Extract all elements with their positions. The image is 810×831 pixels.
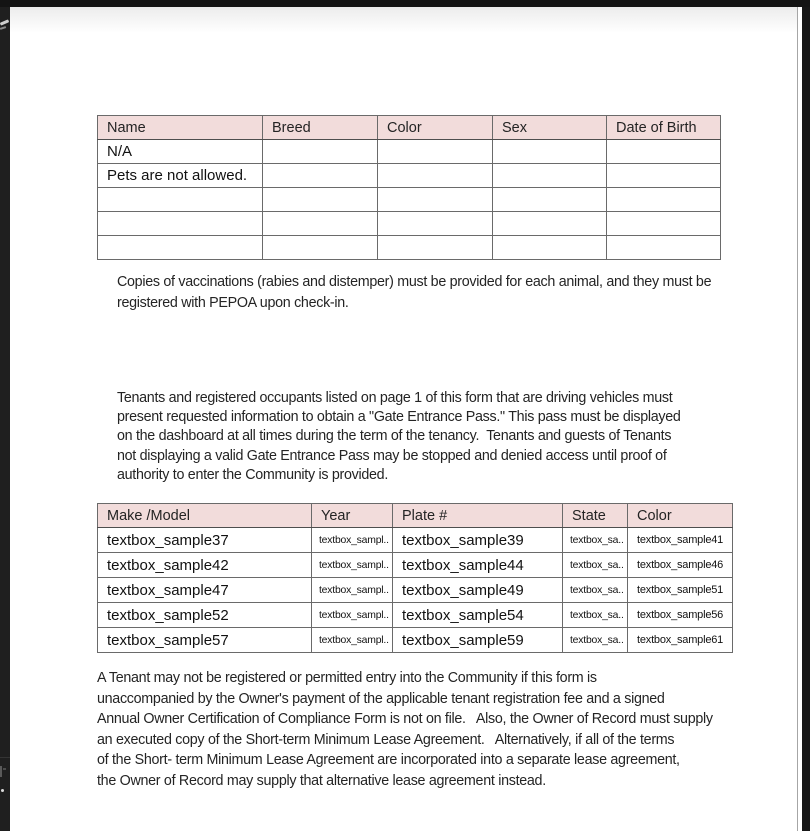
table-row xyxy=(98,578,733,603)
vehicle-state-field[interactable]: textbox_sa.. xyxy=(563,553,628,578)
vehicle-state-field[interactable]: textbox_sa.. xyxy=(563,603,628,628)
animal-name-field[interactable] xyxy=(98,212,263,236)
animals-header-name: Name xyxy=(98,116,263,140)
sidebar-divider xyxy=(0,757,10,758)
legal-line: A Tenant may not be registered or permitted entry into the Community if this form is xyxy=(97,670,597,686)
animal-name-field[interactable] xyxy=(98,188,263,212)
vehicles-header-color: Color xyxy=(628,504,733,528)
sidebar-fragment-icon xyxy=(0,766,2,777)
animals-header-sex: Sex xyxy=(493,116,607,140)
vehicle-color-field[interactable]: textbox_sample56 xyxy=(628,603,733,628)
table-row xyxy=(98,628,733,653)
vehicle-year-field[interactable]: textbox_sampl.. xyxy=(312,603,393,628)
vehicle-state-field[interactable]: textbox_sa.. xyxy=(563,628,628,653)
registration-legal-paragraph xyxy=(97,668,713,792)
legal-line: the Owner of Record may supply that alternative lease agreement instead. xyxy=(97,772,546,789)
vehicle-state-field[interactable]: textbox_sa.. xyxy=(563,528,628,553)
legal-line: an executed copy of the Short-term Minimum Lease Agreement. Alternatively, if all of the terms xyxy=(97,731,675,748)
vehicles-header-row xyxy=(98,504,733,528)
table-row xyxy=(98,212,721,236)
animal-breed-field[interactable] xyxy=(263,188,378,212)
vehicle-plate-field[interactable]: textbox_sample39 xyxy=(393,528,563,553)
animal-sex-field[interactable] xyxy=(493,236,607,260)
vehicle-make-field[interactable]: textbox_sample42 xyxy=(98,553,312,578)
vehicles-header-state: State xyxy=(563,504,628,528)
table-row xyxy=(98,188,721,212)
animal-color-field[interactable] xyxy=(378,236,493,260)
animal-name-field[interactable]: Pets are not allowed. xyxy=(98,164,263,188)
animals-header-dob: Date of Birth xyxy=(607,116,721,140)
animal-sex-field[interactable] xyxy=(493,212,607,236)
vehicle-make-field[interactable]: textbox_sample52 xyxy=(98,603,312,628)
note-line: registered with PEPOA upon check-in. xyxy=(117,294,349,311)
vehicle-make-field[interactable]: textbox_sample37 xyxy=(98,528,312,553)
table-row xyxy=(98,236,721,260)
table-row xyxy=(98,140,721,164)
legal-line: Annual Owner Certification of Compliance Form is not on file. Also, the Owner of Record must supply xyxy=(97,711,713,728)
animal-breed-field[interactable] xyxy=(263,164,378,188)
sidebar-fragment-icon xyxy=(3,768,6,770)
animal-breed-field[interactable] xyxy=(263,212,378,236)
animal-sex-field[interactable] xyxy=(493,188,607,212)
vehicle-plate-field[interactable]: textbox_sample54 xyxy=(393,603,563,628)
vehicle-make-field[interactable]: textbox_sample47 xyxy=(98,578,312,603)
vehicle-color-field[interactable]: textbox_sample41 xyxy=(628,528,733,553)
vehicles-header-make-model: Make /Model xyxy=(98,504,312,528)
animal-color-field[interactable] xyxy=(378,140,493,164)
animal-dob-field[interactable] xyxy=(607,236,721,260)
animal-dob-field[interactable] xyxy=(607,188,721,212)
legal-line: of the Short- term Minimum Lease Agreement are incorporated into a separate lease agreement, xyxy=(97,752,680,769)
intro-line: present requested information to obtain a "Gate Entrance Pass." This pass must be displayed xyxy=(117,409,681,426)
animal-breed-field[interactable] xyxy=(263,236,378,260)
animal-dob-field[interactable] xyxy=(607,212,721,236)
vehicle-color-field[interactable]: textbox_sample51 xyxy=(628,578,733,603)
table-row xyxy=(98,603,733,628)
animal-color-field[interactable] xyxy=(378,212,493,236)
registered-animals-table xyxy=(97,115,721,260)
vehicle-plate-field[interactable]: textbox_sample59 xyxy=(393,628,563,653)
intro-line: not displaying a valid Gate Entrance Pass may be stopped and denied access until proof of xyxy=(117,447,667,464)
table-row xyxy=(98,528,733,553)
vehicles-header-year: Year xyxy=(312,504,393,528)
intro-line: authority to enter the Community is provided. xyxy=(117,466,388,483)
vehicle-plate-field[interactable]: textbox_sample44 xyxy=(393,553,563,578)
legal-line: unaccompanied by the Owner's payment of the applicable tenant registration fee and a signed xyxy=(97,690,665,707)
sidebar-fragment-dot xyxy=(1,789,4,792)
animal-sex-field[interactable] xyxy=(493,140,607,164)
vehicle-year-field[interactable]: textbox_sampl.. xyxy=(312,578,393,603)
vehicles-header-plate: Plate # xyxy=(393,504,563,528)
animals-header-breed: Breed xyxy=(263,116,378,140)
table-row xyxy=(98,553,733,578)
animal-name-field[interactable]: N/A xyxy=(98,140,263,164)
vehicle-color-field[interactable]: textbox_sample61 xyxy=(628,628,733,653)
viewer-top-bar xyxy=(0,0,810,7)
table-row xyxy=(98,164,721,188)
animal-sex-field[interactable] xyxy=(493,164,607,188)
viewer-left-panel xyxy=(0,0,10,831)
viewer-right-panel xyxy=(802,0,810,831)
animal-breed-field[interactable] xyxy=(263,140,378,164)
intro-line: on the dashboard at all times during the term of the tenancy. Tenants and guests of Tenants xyxy=(117,428,672,445)
vehicle-year-field[interactable]: textbox_sampl.. xyxy=(312,553,393,578)
animal-color-field[interactable] xyxy=(378,188,493,212)
vehicle-state-field[interactable]: textbox_sa.. xyxy=(563,578,628,603)
vehicle-year-field[interactable]: textbox_sampl.. xyxy=(312,628,393,653)
animals-header-row xyxy=(98,116,721,140)
vehicle-intro-paragraph xyxy=(117,389,681,485)
vaccination-note xyxy=(117,272,711,313)
animals-header-color: Color xyxy=(378,116,493,140)
animal-dob-field[interactable] xyxy=(607,140,721,164)
vehicle-plate-field[interactable]: textbox_sample49 xyxy=(393,578,563,603)
vehicle-year-field[interactable]: textbox_sampl.. xyxy=(312,528,393,553)
vehicle-make-field[interactable]: textbox_sample57 xyxy=(98,628,312,653)
vehicle-color-field[interactable]: textbox_sample46 xyxy=(628,553,733,578)
animal-name-field[interactable] xyxy=(98,236,263,260)
animal-dob-field[interactable] xyxy=(607,164,721,188)
animal-color-field[interactable] xyxy=(378,164,493,188)
page-edge-line xyxy=(797,7,798,831)
note-line: Copies of vaccinations (rabies and distemper) must be provided for each animal, and they must be xyxy=(117,274,712,290)
intro-line: Tenants and registered occupants listed on page 1 of this form that are driving vehicles must xyxy=(117,390,673,406)
tenant-vehicles-table xyxy=(97,503,733,653)
